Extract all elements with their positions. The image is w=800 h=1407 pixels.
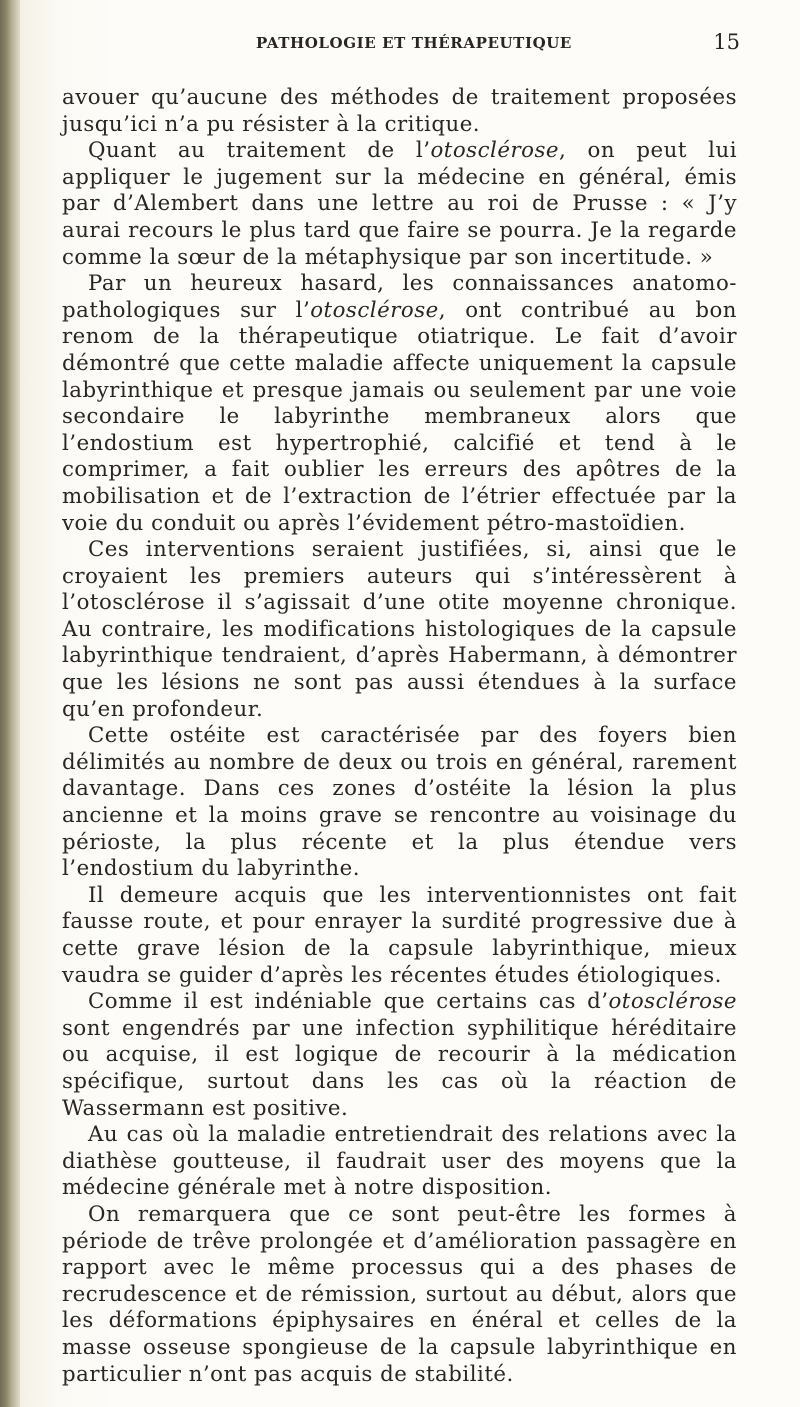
page-number: 15 bbox=[713, 30, 740, 54]
text-segment: , on peut lui appliquer le jugement sur la médecine en général, émis par d’Alembert dans une lettre au roi de Prusse : « J’y aurai recours le plus tard que faire se pourra. Je la regarde comme la sœur de la métaphysique par son incertitude. » bbox=[62, 138, 737, 270]
page-header bbox=[60, 30, 740, 60]
text-segment: Cette ostéite est caractérisée par des foyers bien délimités au nombre de deux ou trois en général, rarement davantage. Dans ces zones d’ostéite la lésion la plus ancienne et la moins grave se rencontre au voisinage du périoste, la plus récente et la plus étendue vers l’endostium du labyrinthe. bbox=[62, 723, 737, 882]
book-binding-edge bbox=[0, 0, 20, 1407]
paragraph-8 bbox=[62, 1122, 737, 1202]
text-segment: Ces interventions seraient justifiées, si, ainsi que le croyaient les premiers auteurs qui s’intéressèrent à l’otosclérose il s’agissait d’une otite moyenne chronique. Au contraire, les modifications histologiques de la capsule labyrinthique tendraient, d’après Habermann, à démontrer que les lésions ne sont pas aussi étendues à la surface qu’en profondeur. bbox=[62, 537, 737, 722]
paragraph-1 bbox=[62, 85, 737, 138]
italic-term: otosclérose bbox=[310, 297, 439, 323]
text-segment: , ont contribué au bon renom de la thérapeutique otiatrique. Le fait d’avoir démontré que cette maladie affecte uniquement la capsule labyrinthique et presque jamais ou seulement par une voie secondaire le labyrinthe membraneux alors que l’endostium est hypertrophié, calcifié et tend à le comprimer, a fait oublier les erreurs des apôtres de la mobilisation et de l’extraction de l’étrier effectuée par la voie du conduit ou après l’évidement pétro-mastoïdien. bbox=[62, 297, 737, 536]
paragraph-2 bbox=[62, 138, 737, 271]
text-segment: avouer qu’aucune des méthodes de traitement proposées jusqu’ici n’a pu résister à la critique. bbox=[62, 85, 737, 137]
paragraph-5 bbox=[62, 723, 737, 883]
italic-term: otosclérose bbox=[430, 138, 559, 164]
paragraph-4 bbox=[62, 537, 737, 723]
text-segment: On remarquera que ce sont peut-être les formes à période de trêve prolongée et d’amélioration passagère en rapport avec le même processus qui a des phases de recrudescence et de rémission, surtout au début, alors que les déformations épiphysaires en énéral et celles de la masse osseuse spongieuse de la capsule labyrinthique en particulier n’ont pas acquis de stabilité. bbox=[62, 1201, 737, 1387]
text-segment: Au cas où la maladie entretiendrait des relations avec la diathèse goutteuse, il faudrait user des moyens que la médecine générale met à notre disposition. bbox=[62, 1122, 737, 1201]
paragraph-6 bbox=[62, 883, 737, 989]
paragraph-9 bbox=[62, 1202, 737, 1388]
text-segment: Comme il est indéniable que certains cas d’ bbox=[88, 989, 609, 1015]
running-title: PATHOLOGIE ET THÉRAPEUTIQUE bbox=[256, 34, 572, 52]
text-segment: Par un heureux hasard, les connaissances anatomo-pathologiques sur l’ bbox=[62, 271, 737, 323]
text-segment: Quant au traitement de l’ bbox=[88, 138, 431, 164]
text-segment: sont engendrés par une infection syphilitique héréditaire ou acquise, il est logique de recourir à la médication spécifique, surtout dans les cas où la réaction de Wassermann est positive. bbox=[62, 1015, 737, 1121]
text-segment: Il demeure acquis que les interventionnistes ont fait fausse route, et pour enrayer la surdité progressive due à cette grave lésion de la capsule labyrinthique, mieux vaudra se guider d’après les récentes études étiologiques. bbox=[62, 882, 737, 988]
paragraph-3 bbox=[62, 271, 737, 537]
body-text bbox=[62, 85, 737, 1388]
paragraph-7 bbox=[62, 989, 737, 1122]
italic-term: otosclérose bbox=[608, 989, 737, 1015]
